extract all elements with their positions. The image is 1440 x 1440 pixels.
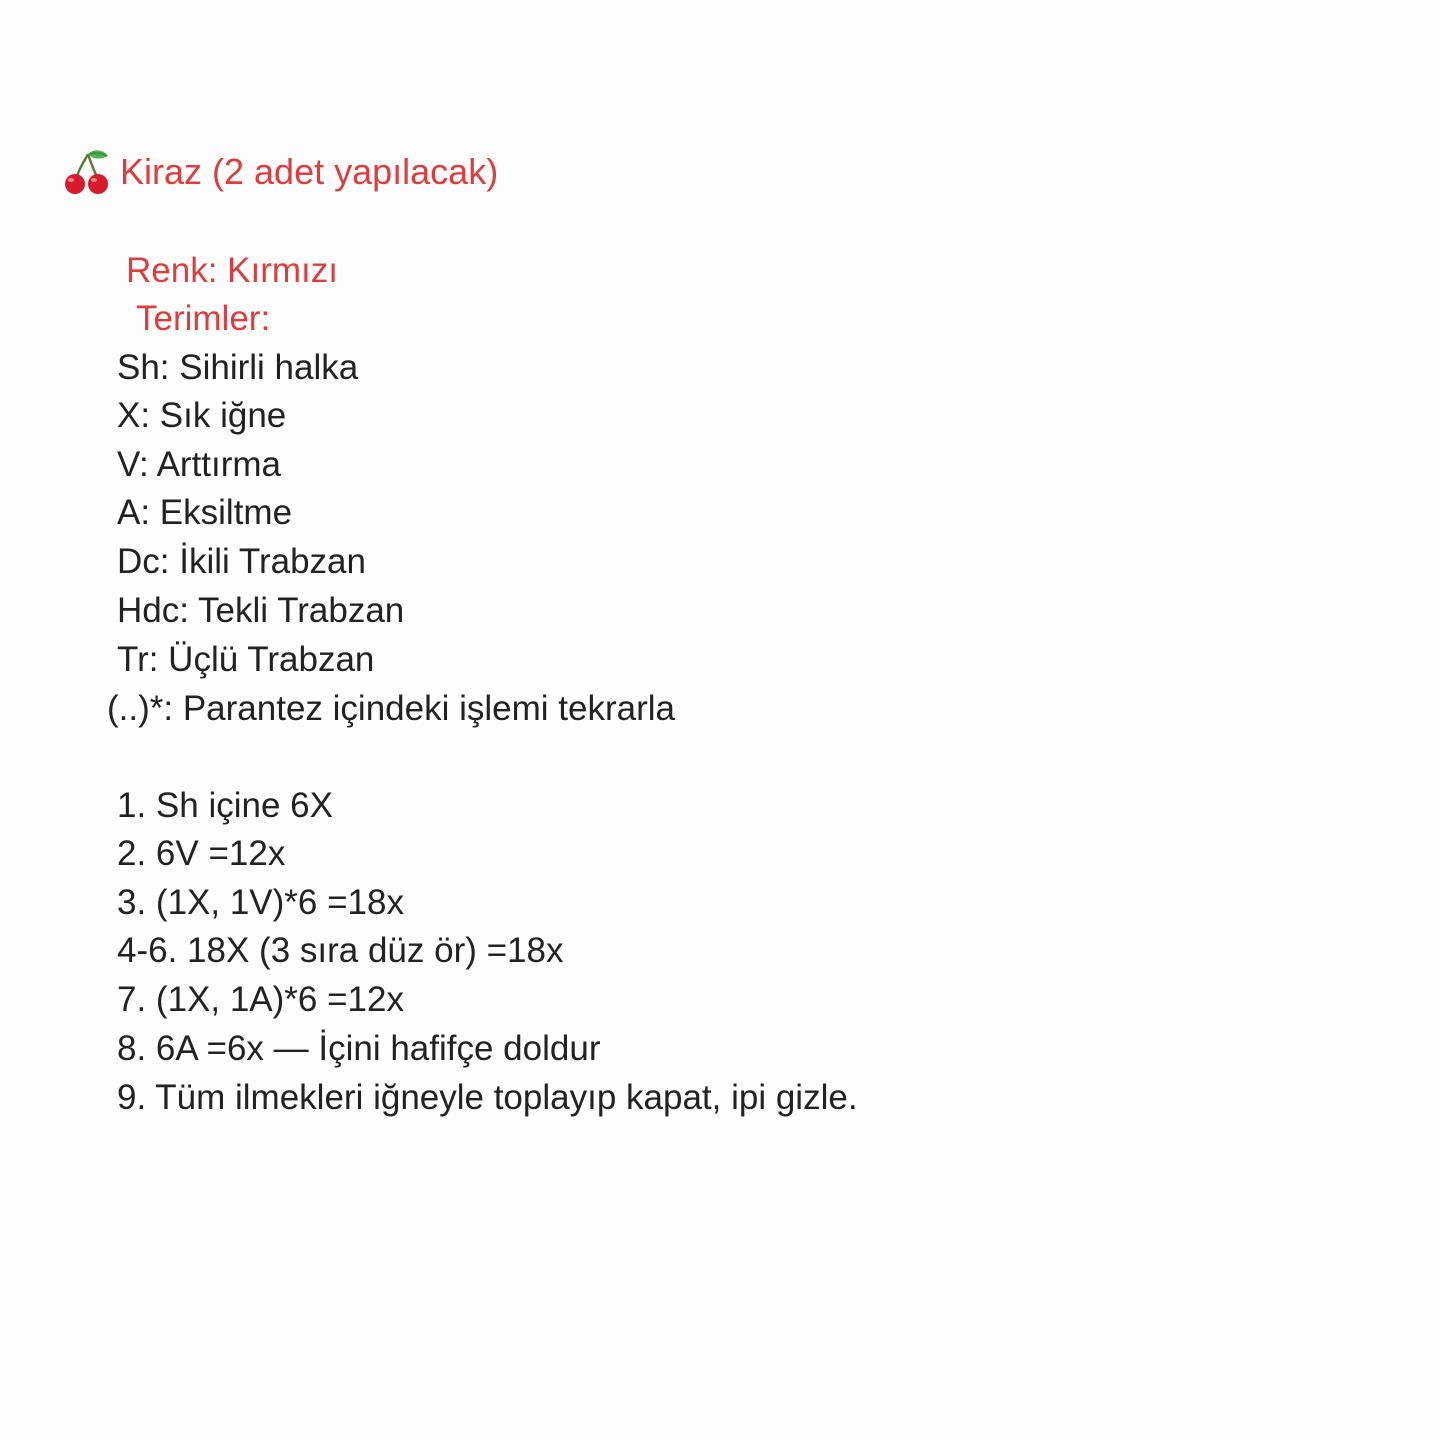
step-item: 4-6. 18X (3 sıra düz ör) =18x — [117, 931, 564, 970]
term-item: Sh: Sihirli halka — [117, 348, 359, 387]
term-item: Tr: Üçlü Trabzan — [117, 640, 375, 679]
title-row — [64, 146, 498, 198]
term-item: A: Eksiltme — [117, 493, 293, 532]
step-item: 2. 6V =12x — [117, 834, 286, 873]
step-item: 8. 6A =6x — İçini hafifçe doldur — [117, 1029, 601, 1068]
term-item: Dc: İkili Trabzan — [117, 542, 366, 581]
cherry-icon — [64, 148, 110, 196]
terms-heading: Terimler: — [136, 299, 271, 338]
page-title: Kiraz (2 adet yapılacak) — [120, 151, 499, 192]
step-item: 9. Tüm ilmekleri iğneyle toplayıp kapat, ipi gizle. — [117, 1078, 858, 1117]
step-item: 7. (1X, 1A)*6 =12x — [117, 980, 404, 1019]
step-item: 3. (1X, 1V)*6 =18x — [117, 883, 404, 922]
term-item: Hdc: Tekli Trabzan — [117, 591, 405, 630]
term-item: (..)*: Parantez içindeki işlemi tekrarla — [107, 689, 675, 728]
step-item: 1. Sh içine 6X — [117, 786, 333, 825]
term-item: V: Arttırma — [117, 445, 282, 484]
color-line: Renk: Kırmızı — [126, 251, 338, 290]
term-item: X: Sık iğne — [117, 396, 287, 435]
